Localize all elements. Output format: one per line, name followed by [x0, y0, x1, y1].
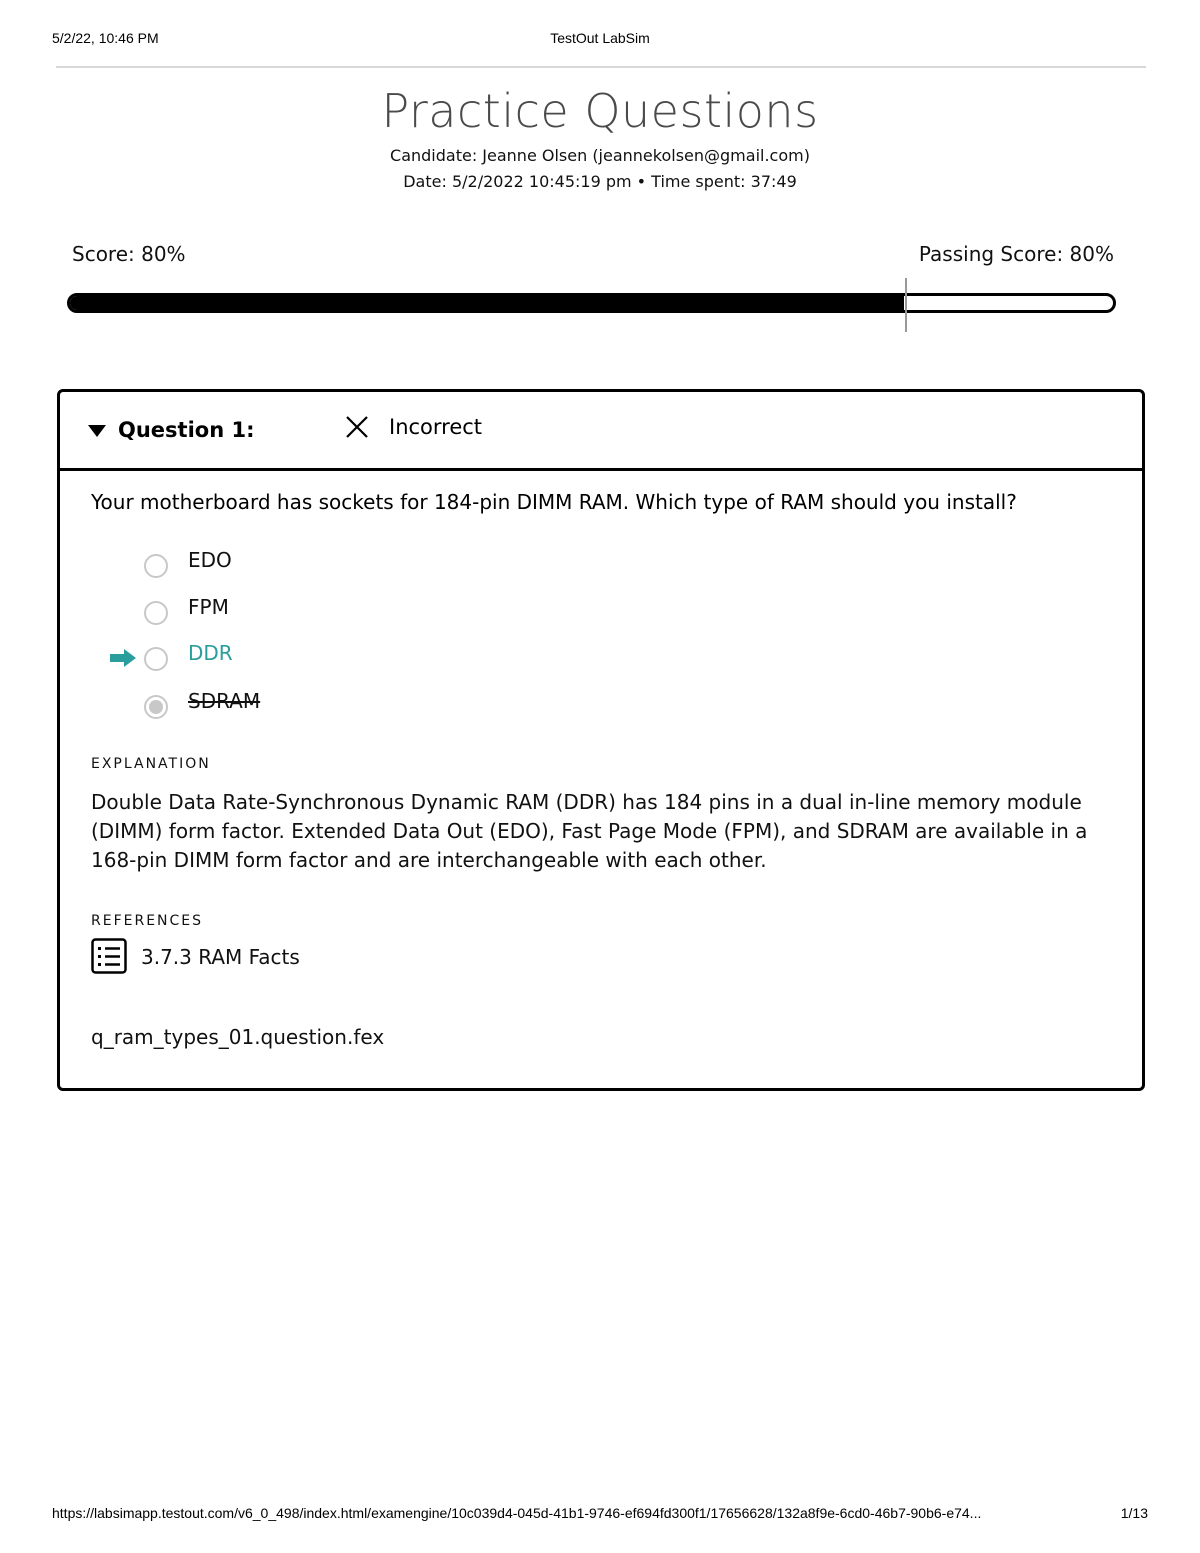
question-card — [57, 389, 1145, 1091]
print-footer — [52, 1505, 1148, 1525]
question-number: Question 1: — [118, 418, 255, 442]
passing-score-marker — [905, 278, 907, 332]
answer-option-selected — [144, 689, 544, 719]
print-datetime: 5/2/22, 10:46 PM — [52, 30, 159, 46]
header-divider — [56, 66, 1146, 68]
explanation-heading: EXPLANATION — [91, 756, 211, 772]
answer-radio — [144, 554, 168, 578]
answer-radio — [144, 601, 168, 625]
candidate-info: Candidate: Jeanne Olsen (jeannekolsen@gmail.com) — [390, 146, 810, 165]
explanation-text: Double Data Rate-Synchronous Dynamic RAM (DDR) has 184 pins in a dual in-line memory module (DIMM) form factor. Extended Data Out (EDO), Fast Page Mode (FPM), and SDRAM are available in a 168-pin DIMM form factor and are interchangeable with each other. — [91, 790, 1088, 872]
answer-radio-selected — [144, 695, 168, 719]
answer-label: FPM — [188, 595, 229, 619]
score-progress-bar — [67, 293, 1116, 313]
arrow-right-icon — [110, 649, 136, 667]
answer-option-correct — [144, 641, 544, 671]
print-url: https://labsimapp.testout.com/v6_0_498/index.html/examengine/10c039d4-045d-41b1-9746-ef694fd300f1/17656628/132a8f9e-6cd0-46b7-90b6-e74... — [52, 1505, 982, 1521]
caret-down-icon[interactable] — [88, 425, 106, 437]
answer-radio — [144, 647, 168, 671]
print-header — [52, 30, 1148, 50]
page-title: Practice Questions — [381, 84, 819, 138]
passing-score-label: Passing Score: 80% — [918, 242, 1114, 266]
print-page-number: 1/13 — [1120, 1505, 1148, 1521]
answer-label: EDO — [188, 548, 232, 572]
question-file-id: q_ram_types_01.question.fex — [91, 1025, 385, 1049]
list-document-icon[interactable] — [91, 938, 127, 974]
question-header[interactable] — [60, 392, 1142, 471]
answer-label-selected: SDRAM — [188, 689, 261, 713]
answer-option — [144, 548, 544, 578]
score-label: Score: 80% — [72, 242, 186, 266]
answer-label-correct: DDR — [188, 641, 233, 665]
answer-option — [144, 595, 544, 625]
score-progress-fill — [70, 296, 904, 310]
reference-link[interactable]: 3.7.3 RAM Facts — [141, 945, 300, 969]
question-text: Your motherboard has sockets for 184-pin DIMM RAM. Which type of RAM should you install? — [91, 490, 1017, 514]
date-info: Date: 5/2/2022 10:45:19 pm • Time spent: 37:49 — [403, 172, 797, 191]
close-icon — [344, 414, 370, 440]
references-heading: REFERENCES — [91, 913, 204, 929]
question-status: Incorrect — [389, 415, 483, 439]
print-site-title: TestOut LabSim — [550, 30, 650, 46]
